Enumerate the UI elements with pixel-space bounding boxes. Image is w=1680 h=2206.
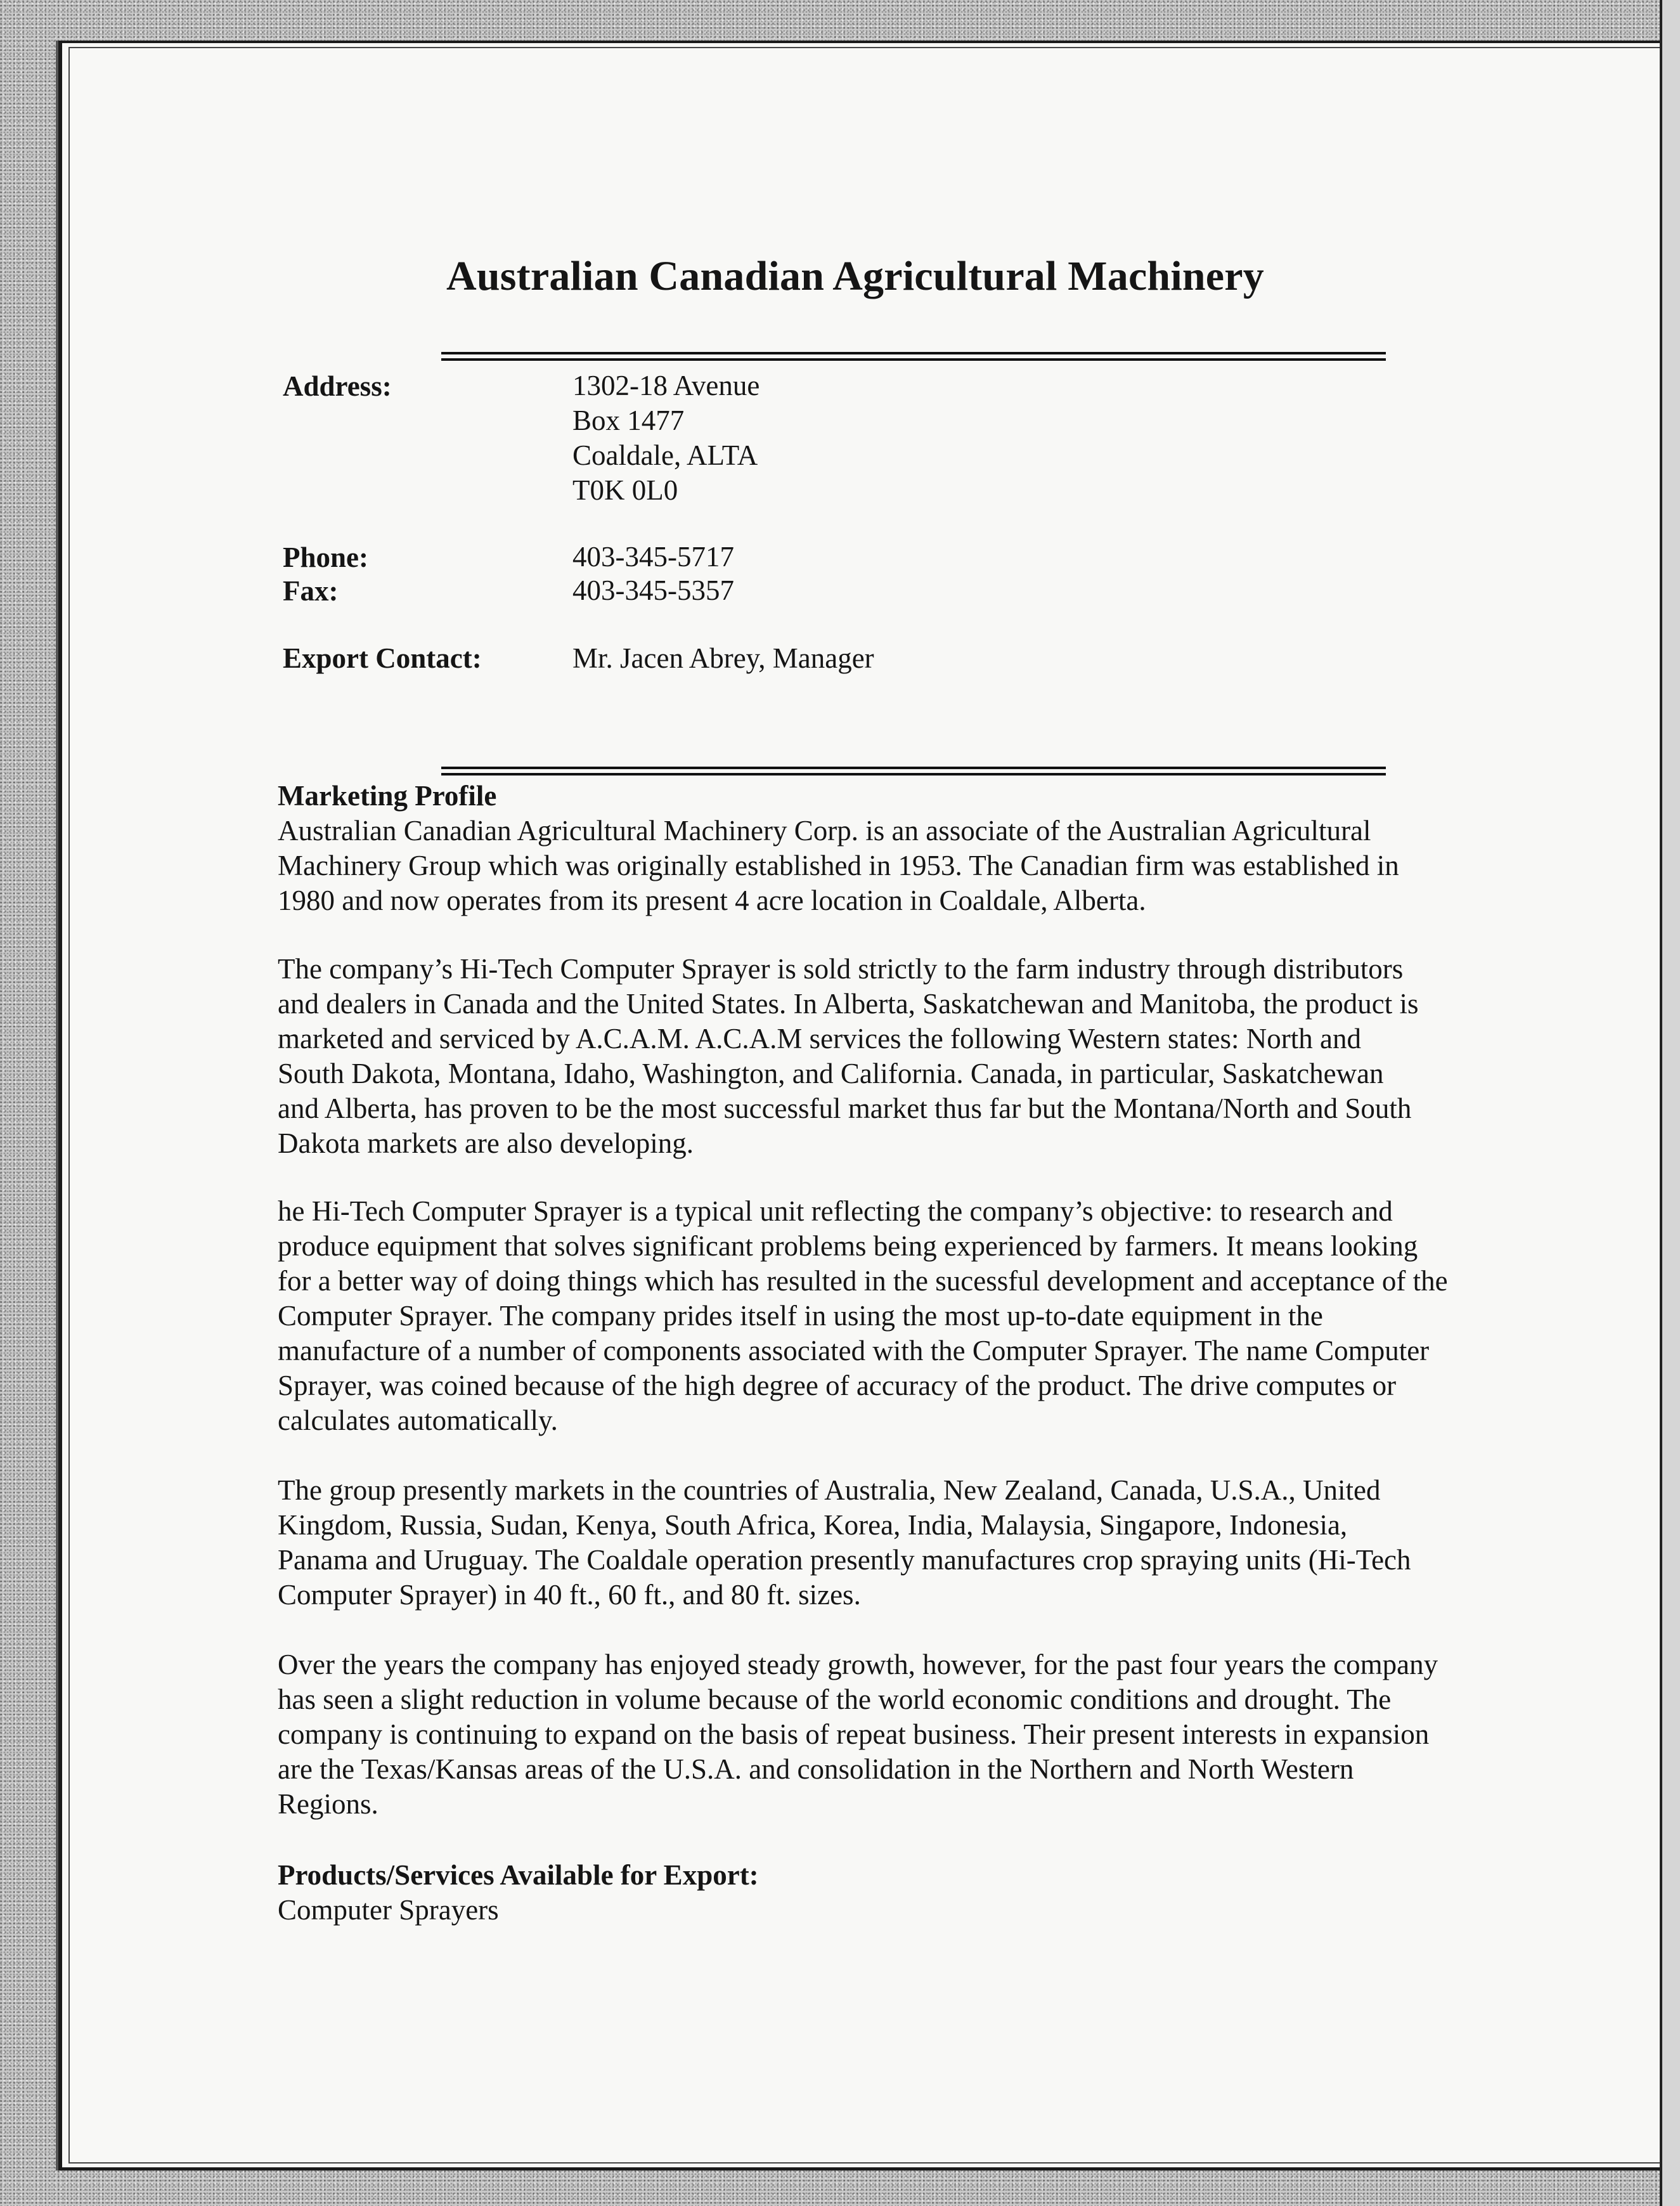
text-line: Sprayer, was coined because of the high degree of accuracy of the product. The drive computes or: [278, 1370, 1397, 1401]
double-rule-top: [441, 352, 1386, 361]
page-title: Australian Canadian Agricultural Machinery: [446, 253, 1264, 299]
fax-value: 403-345-5357: [572, 574, 734, 606]
address-label: Address:: [283, 370, 392, 402]
double-rule-bottom: [441, 767, 1386, 775]
export-contact-label: Export Contact:: [283, 642, 482, 674]
phone-label: Phone:: [283, 542, 368, 573]
text-line: has seen a slight reduction in volume because of the world economic conditions and drought. The: [278, 1684, 1392, 1715]
products-heading: Products/Services Available for Export:: [278, 1859, 759, 1891]
export-contact-value: Mr. Jacen Abrey, Manager: [572, 642, 874, 674]
address-line: T0K 0L0: [572, 474, 678, 506]
text-line: Australian Canadian Agricultural Machinery Corp. is an associate of the Australian Agricultural: [278, 815, 1371, 847]
paragraph: [278, 1473, 1628, 1612]
text-line: Regions.: [278, 1788, 378, 1820]
text-line: marketed and serviced by A.C.A.M. A.C.A.M services the following Western states: North and: [278, 1023, 1361, 1054]
scanned-page-edge: [1660, 0, 1680, 2206]
text-line: Computer Sprayer. The company prides itself in using the most up-to-date equipment in the: [278, 1300, 1323, 1332]
text-line: and dealers in Canada and the United States. In Alberta, Saskatchewan and Manitoba, the product is: [278, 988, 1419, 1020]
text-line: Kingdom, Russia, Sudan, Kenya, South Africa, Korea, India, Malaysia, Singapore, Indonesia,: [278, 1509, 1348, 1541]
text-line: Over the years the company has enjoyed steady growth, however, for the past four years the company: [278, 1649, 1438, 1680]
text-line: and Alberta, has proven to be the most successful market thus far but the Montana/North and South: [278, 1093, 1412, 1124]
marketing-profile-section: [278, 779, 1628, 918]
text-line: Dakota markets are also developing.: [278, 1127, 694, 1159]
paragraph: [278, 952, 1628, 1161]
paragraph: [278, 814, 1628, 918]
address-line: Coaldale, ALTA: [572, 439, 758, 471]
text-line: manufacture of a number of components associated with the Computer Sprayer. The name Computer: [278, 1335, 1430, 1366]
phone-value: 403-345-5717: [572, 541, 734, 573]
text-line: he Hi-Tech Computer Sprayer is a typical unit reflecting the company’s objective: to research and: [278, 1195, 1393, 1227]
address-value: [572, 368, 759, 508]
text-line: calculates automatically.: [278, 1405, 558, 1436]
text-line: company is continuing to expand on the basis of repeat business. Their present interests in expansion: [278, 1718, 1430, 1750]
paragraph: [278, 1194, 1628, 1438]
paragraph: [278, 1647, 1628, 1822]
address-line: Box 1477: [572, 405, 685, 436]
text-line: Computer Sprayer) in 40 ft., 60 ft., and 80 ft. sizes.: [278, 1579, 861, 1611]
text-line: The company’s Hi-Tech Computer Sprayer is sold strictly to the farm industry through distributors: [278, 953, 1404, 985]
products-value: Computer Sprayers: [278, 1894, 499, 1926]
text-line: for a better way of doing things which has resulted in the sucessful development and acceptance of the: [278, 1265, 1448, 1297]
text-line: Machinery Group which was originally established in 1953. The Canadian firm was established in: [278, 850, 1399, 881]
document-page: [58, 41, 1666, 2170]
text-line: Panama and Uruguay. The Coaldale operation presently manufactures crop spraying units (Hi-Tech: [278, 1544, 1411, 1576]
text-line: 1980 and now operates from its present 4 acre location in Coaldale, Alberta.: [278, 885, 1146, 916]
products-section: [278, 1858, 1628, 1928]
text-line: South Dakota, Montana, Idaho, Washington, and California. Canada, in particular, Saskatchewan: [278, 1058, 1384, 1089]
address-line: 1302-18 Avenue: [572, 370, 760, 401]
text-line: are the Texas/Kansas areas of the U.S.A. and consolidation in the Northern and North Western: [278, 1753, 1354, 1785]
text-line: produce equipment that solves significant problems being experienced by farmers. It means looking: [278, 1230, 1418, 1262]
fax-label: Fax:: [283, 575, 339, 607]
text-line: The group presently markets in the countries of Australia, New Zealand, Canada, U.S.A., United: [278, 1474, 1381, 1506]
marketing-profile-heading: Marketing Profile: [278, 780, 497, 812]
